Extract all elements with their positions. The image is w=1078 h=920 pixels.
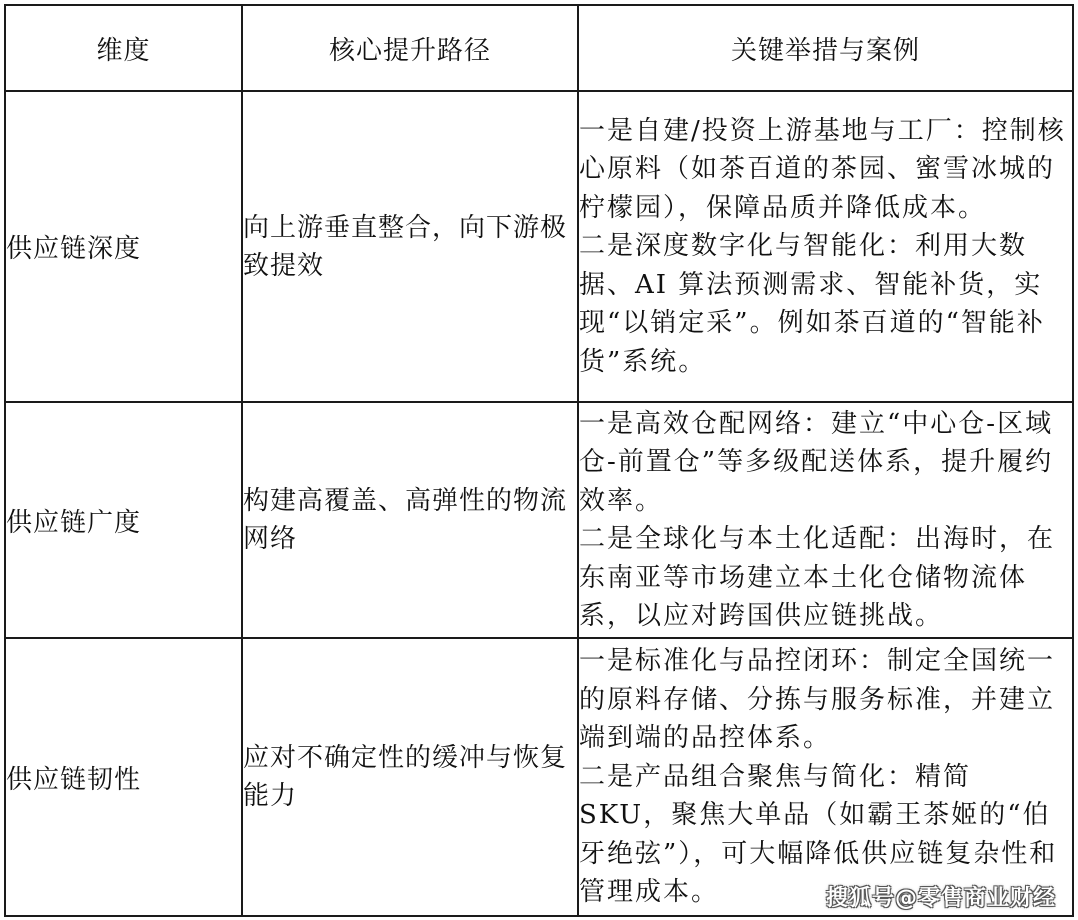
measures-cell bbox=[578, 91, 1073, 402]
header-core-path: 核心提升路径 bbox=[242, 5, 578, 91]
measures-cell bbox=[578, 402, 1073, 638]
watermark: 搜狐号@零售商业财经 bbox=[825, 886, 1056, 911]
measure-paragraph: 二是产品组合聚焦与简化：精简 SKU，聚焦大单品（如霸王茶姬的“伯牙绝弦”），可大幅降低供应链复杂性和管理成本。 bbox=[579, 761, 1058, 908]
measure-paragraph: 一是标准化与品控闭环：制定全国统一的原料存储、分拣与服务标准，并建立端到端的品控体系。 bbox=[579, 646, 1056, 754]
core-path-cell: 向上游垂直整合，向下游极致提效 bbox=[242, 91, 578, 402]
measure-paragraph: 一是高效仓配网络：建立“中心仓-区域仓-前置仓”等多级配送体系，提升履约效率。 bbox=[579, 408, 1054, 516]
header-row bbox=[5, 5, 1073, 91]
table-row bbox=[5, 402, 1073, 638]
dimension-cell: 供应链广度 bbox=[5, 402, 242, 638]
measure-paragraph: 二是深度数字化与智能化：利用大数据、AI 算法预测需求、智能补货，实现“以销定采”。例如茶百道的“智能补货”系统。 bbox=[579, 231, 1045, 377]
table-row bbox=[5, 91, 1073, 402]
dimension-cell: 供应链深度 bbox=[5, 91, 242, 402]
header-measures: 关键举措与案例 bbox=[578, 5, 1073, 91]
dimension-cell: 供应链韧性 bbox=[5, 638, 242, 916]
measure-paragraph: 一是自建/投资上游基地与工厂：控制核心原料（如茶百道的茶园、蜜雪冰城的柠檬园），保障品质并降低成本。 bbox=[579, 115, 1066, 223]
measure-paragraph: 二是全球化与本土化适配：出海时，在东南亚等市场建立本土化仓储物流体系，以应对跨国供应链挑战。 bbox=[579, 524, 1056, 631]
header-dimension: 维度 bbox=[5, 5, 242, 91]
comparison-table bbox=[4, 4, 1074, 917]
core-path-cell: 应对不确定性的缓冲与恢复能力 bbox=[242, 638, 578, 916]
measures-cell bbox=[578, 638, 1073, 916]
core-path-cell: 构建高覆盖、高弹性的物流网络 bbox=[242, 402, 578, 638]
table-row bbox=[5, 638, 1073, 916]
